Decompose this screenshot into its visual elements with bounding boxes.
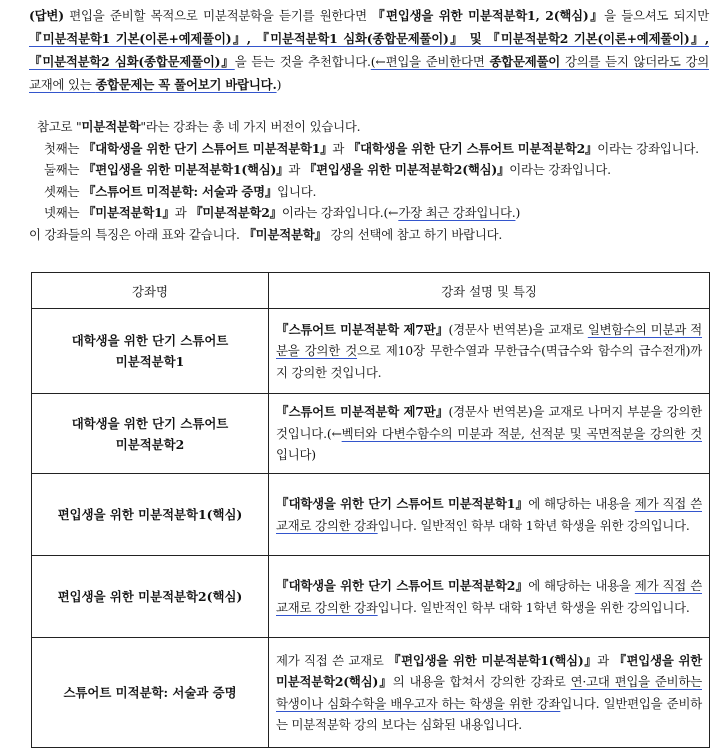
answer-paragraph [29, 4, 709, 96]
course-description-cell: 제가 직접 쓴 교재로 『편입생을 위한 미분적분학1(핵심)』과 『편입생을 위한 미분적분학2(핵심)』의 내용을 합쳐서 강의한 강좌로 연·고대 편입을 준비하는 학생이나 심화수학을 배우고자 하는 학생을 위한 강좌입니다. 일반편입을 준비하는 미분적분학 강의 보다는 심화된 내용입니다. [269, 638, 710, 748]
course-name-cell: 대학생을 위한 단기 스튜어트 미분적분학1 [32, 309, 269, 394]
answer-note: (←편입을 준비한다면 [370, 54, 490, 69]
course-name-cell: 스튜어트 미적분학: 서술과 증명 [32, 638, 269, 748]
table-row [32, 474, 710, 556]
course-description-cell: 『대학생을 위한 단기 스튜어트 미분적분학2』에 해당하는 내용을 제가 직접 쓴 교재로 강의한 강좌입니다. 일반적인 학부 대학 1학년 학생을 위한 강의입니다. [269, 556, 710, 638]
course-description-cell: 『스튜어트 미분적분학 제7판』(경문사 번역본)을 교재로 일변함수의 미분과 적분을 강의한 것으로 제10장 무한수열과 무한급수(멱급수와 함수의 급수전개)까지 강의한 것입니다. [269, 309, 710, 394]
header-course-description: 강좌 설명 및 특징 [269, 273, 710, 309]
table-row [32, 556, 710, 638]
intro-section [29, 116, 714, 245]
intro-line: 셋째는 『스튜어트 미적분학: 서술과 증명』입니다. [44, 183, 317, 199]
intro-line: 넷째는 『미분적분학1』과 『미분적분학2』이라는 강좌입니다.(←가장 최근 강좌입니다.) [44, 205, 521, 220]
answer-note: 강의를 듣지 않더라도 강의 교재에 있는 [29, 54, 709, 92]
table-row [32, 309, 710, 394]
course-description-cell: 『스튜어트 미분적분학 제7판』(경문사 번역본)을 교재로 나머지 부분을 강의한 것입니다.(←벡터와 다변수함수의 미분과 적분, 선적분 및 곡면적분을 강의한 것입니다) [269, 394, 710, 474]
course-name-cell: 편입생을 위한 미분적분학2(핵심) [32, 556, 269, 638]
table-row [32, 394, 710, 474]
answer-note-bold: 종합문제는 꼭 풀어보기 바랍니다. [95, 77, 277, 92]
courses-table [31, 272, 710, 748]
answer-recommended-courses: 『미분적분학1 기본(이론+예제풀이)』, 『미분적분학1 심화(종합문제풀이)』 및 『미분적분학2 기본(이론+예제풀이)』, 『미분적분학2 심화(종합문제풀이)』 [29, 31, 709, 69]
answer-label: (답변) [29, 8, 64, 23]
answer-course-ref: 『편입생을 위한 미분적분학1, 2(핵심)』 [372, 8, 605, 23]
answer-text: 을 듣는 것을 추천합니다. [234, 54, 371, 69]
table-header-row [32, 273, 710, 309]
intro-line: 첫째는 『대학생을 위한 단기 스튜어트 미분적분학1』과 『대학생을 위한 단기 스튜어트 미분적분학2』이라는 강좌입니다. [44, 140, 699, 156]
answer-note-bold: 종합문제풀이 [489, 54, 561, 69]
table-row [32, 638, 710, 748]
course-name-cell: 편입생을 위한 미분적분학1(핵심) [32, 474, 269, 556]
answer-text: ) [276, 77, 282, 92]
answer-text: 을 들으셔도 되지만 [604, 8, 709, 23]
header-course-name: 강좌명 [32, 273, 269, 309]
intro-line: 이 강좌들의 특징은 아래 표와 같습니다. 『미분적분학』 강의 선택에 참고 하기 바랍니다. [29, 226, 503, 242]
answer-text: 편입을 준비할 목적으로 미분적분학을 듣기를 원한다면 [63, 8, 373, 23]
intro-line: 참고로 "미분적분학"라는 강좌는 총 네 가지 버전이 있습니다. [37, 119, 361, 134]
course-name-cell: 대학생을 위한 단기 스튜어트 미분적분학2 [32, 394, 269, 474]
intro-line: 둘째는 『편입생을 위한 미분적분학1(핵심)』과 『편입생을 위한 미분적분학2(핵심)』이라는 강좌입니다. [44, 162, 611, 177]
course-description-cell: 『대학생을 위한 단기 스튜어트 미분적분학1』에 해당하는 내용을 제가 직접 쓴 교재로 강의한 강좌입니다. 일반적인 학부 대학 1학년 학생을 위한 강의입니다. [269, 474, 710, 556]
